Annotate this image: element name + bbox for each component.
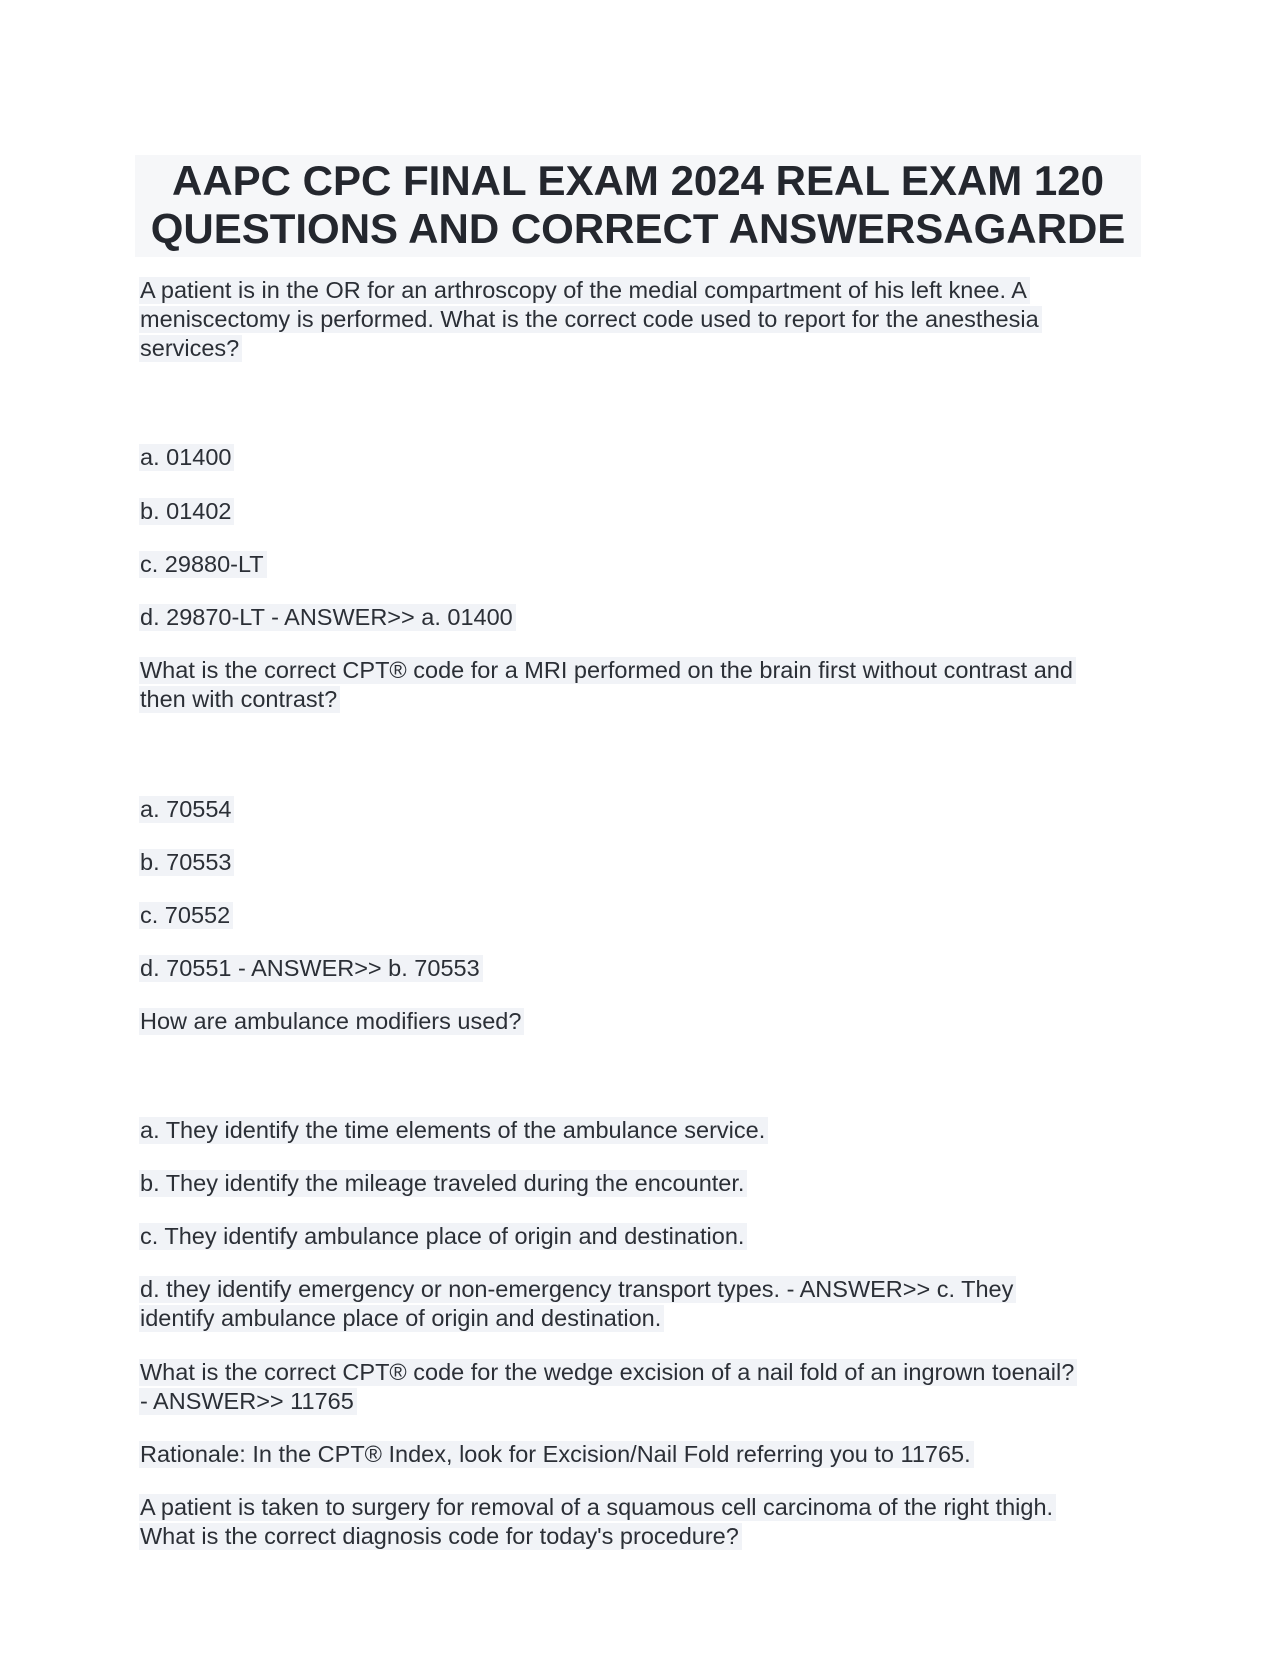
question-2-option-c: c. 70552 [139, 901, 233, 930]
question-5-text: A patient is taken to surgery for removal of a squamous cell carcinoma of the right thigh. [139, 1493, 1056, 1522]
question-4-answer: - ANSWER>> 11765 [139, 1387, 357, 1416]
title-line: QUESTIONS AND CORRECT ANSWERSAGARDE [150, 205, 1126, 252]
question-3-option-b: b. They identify the mileage traveled during the encounter. [139, 1169, 747, 1198]
question-4-text: What is the correct CPT® code for the wedge excision of a nail fold of an ingrown toenail? [139, 1358, 1077, 1387]
document-title [135, 155, 1141, 257]
question-4-rationale: Rationale: In the CPT® Index, look for Excision/Nail Fold referring you to 11765. [139, 1440, 974, 1469]
question-1-text: meniscectomy is performed. What is the correct code used to report for the anesthesia [139, 305, 1042, 334]
question-1-option-b: b. 01402 [139, 497, 234, 526]
question-3-option-a: a. They identify the time elements of the ambulance service. [139, 1116, 768, 1145]
question-1-text: A patient is in the OR for an arthroscopy of the medial compartment of his left knee. A [139, 276, 1030, 305]
question-3-text: How are ambulance modifiers used? [139, 1007, 524, 1036]
question-1-option-c: c. 29880-LT [139, 550, 267, 579]
question-2-option-d-answer: d. 70551 - ANSWER>> b. 70553 [139, 954, 483, 983]
question-3-option-d-answer: d. they identify emergency or non-emergency transport types. - ANSWER>> c. They [139, 1275, 1016, 1304]
title-line: AAPC CPC FINAL EXAM 2024 REAL EXAM 120 [171, 157, 1105, 204]
question-2-option-b: b. 70553 [139, 848, 234, 877]
question-2-option-a: a. 70554 [139, 795, 234, 824]
question-3-option-d-answer: identify ambulance place of origin and destination. [139, 1304, 664, 1333]
question-1-text: services? [139, 334, 242, 363]
question-1-option-a: a. 01400 [139, 443, 234, 472]
question-5-text: What is the correct diagnosis code for today's procedure? [139, 1522, 742, 1551]
question-1-option-d-answer: d. 29870-LT - ANSWER>> a. 01400 [139, 603, 516, 632]
question-2-text: What is the correct CPT® code for a MRI performed on the brain first without contrast and [139, 656, 1076, 685]
question-3-option-c: c. They identify ambulance place of origin and destination. [139, 1222, 747, 1251]
question-2-text: then with contrast? [139, 685, 340, 714]
